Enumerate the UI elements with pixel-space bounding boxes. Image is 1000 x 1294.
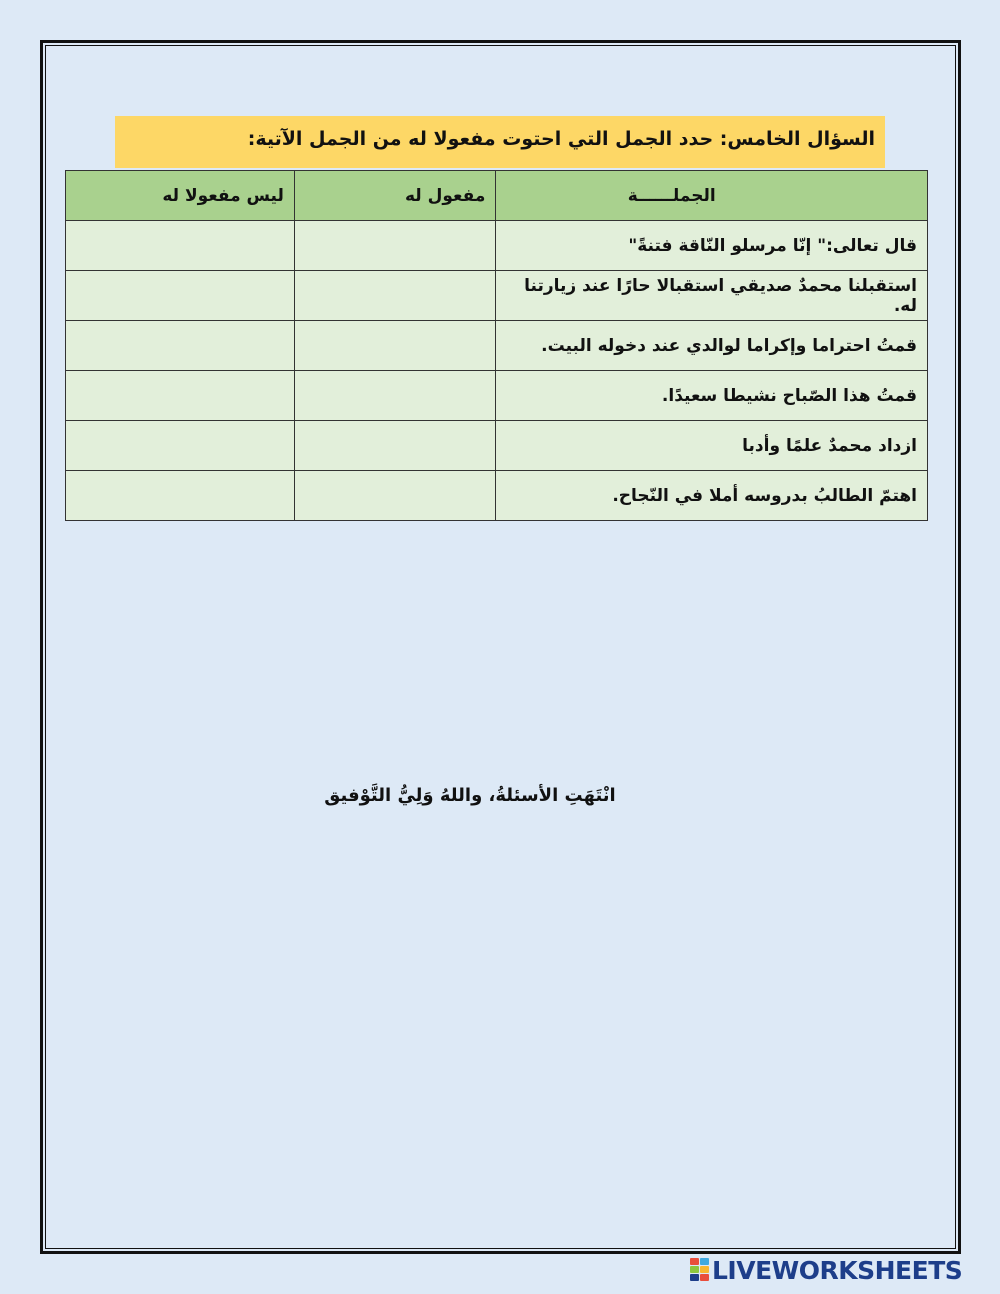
sentence-cell: اهتمّ الطالبُ بدروسه أملا في النّجاح.	[496, 471, 928, 521]
sentence-cell: قال تعالى:" إنّا مرسلو النّاقة فتنةً"	[496, 221, 928, 271]
table-row	[66, 321, 928, 371]
table-row	[66, 421, 928, 471]
sentence-cell: ازداد محمدٌ علمًا وأدبا	[496, 421, 928, 471]
question-title: السؤال الخامس: حدد الجمل التي احتوت مفعولا له من الجمل الآتية:	[115, 116, 885, 168]
answer-cell-has-object[interactable]	[294, 271, 496, 321]
header-sentence: الجملــــــة	[496, 171, 928, 221]
answer-cell-has-object[interactable]	[294, 421, 496, 471]
answer-cell-no-object[interactable]	[66, 221, 295, 271]
answer-cell-has-object[interactable]	[294, 371, 496, 421]
answer-cell-no-object[interactable]	[66, 471, 295, 521]
logo-block	[690, 1266, 699, 1273]
table-row	[66, 471, 928, 521]
answer-cell-has-object[interactable]	[294, 221, 496, 271]
logo-block	[700, 1258, 709, 1265]
table-row	[66, 271, 928, 321]
answer-cell-no-object[interactable]	[66, 371, 295, 421]
sentence-cell: استقبلنا محمدٌ صديقي استقبالا حارًا عند زيارتنا له.	[496, 271, 928, 321]
logo-block	[690, 1274, 699, 1281]
liveworksheets-logo-icon	[690, 1258, 710, 1282]
answer-cell-no-object[interactable]	[66, 421, 295, 471]
table-row	[66, 371, 928, 421]
closing-text: انْتَهَتِ الأسئلةُ، واللهُ وَلِيُّ التَّوْفيق	[324, 785, 616, 806]
sentence-cell: قمتُ هذا الصّباح نشيطا سعيدًا.	[496, 371, 928, 421]
header-has-object: مفعول له	[294, 171, 496, 221]
answer-cell-no-object[interactable]	[66, 271, 295, 321]
table-row	[66, 221, 928, 271]
answer-cell-has-object[interactable]	[294, 321, 496, 371]
classification-table	[65, 170, 928, 521]
logo-block	[700, 1274, 709, 1281]
sentence-cell: قمتُ احتراما وإكراما لوالدي عند دخوله البيت.	[496, 321, 928, 371]
logo-block	[690, 1258, 699, 1265]
logo-block	[700, 1266, 709, 1273]
header-no-object: ليس مفعولا له	[66, 171, 295, 221]
brand-name: LIVEWORKSHEETS	[712, 1255, 963, 1285]
answer-cell-no-object[interactable]	[66, 321, 295, 371]
answer-cell-has-object[interactable]	[294, 471, 496, 521]
liveworksheets-brand[interactable]	[690, 1255, 962, 1285]
table-header-row	[66, 171, 928, 221]
